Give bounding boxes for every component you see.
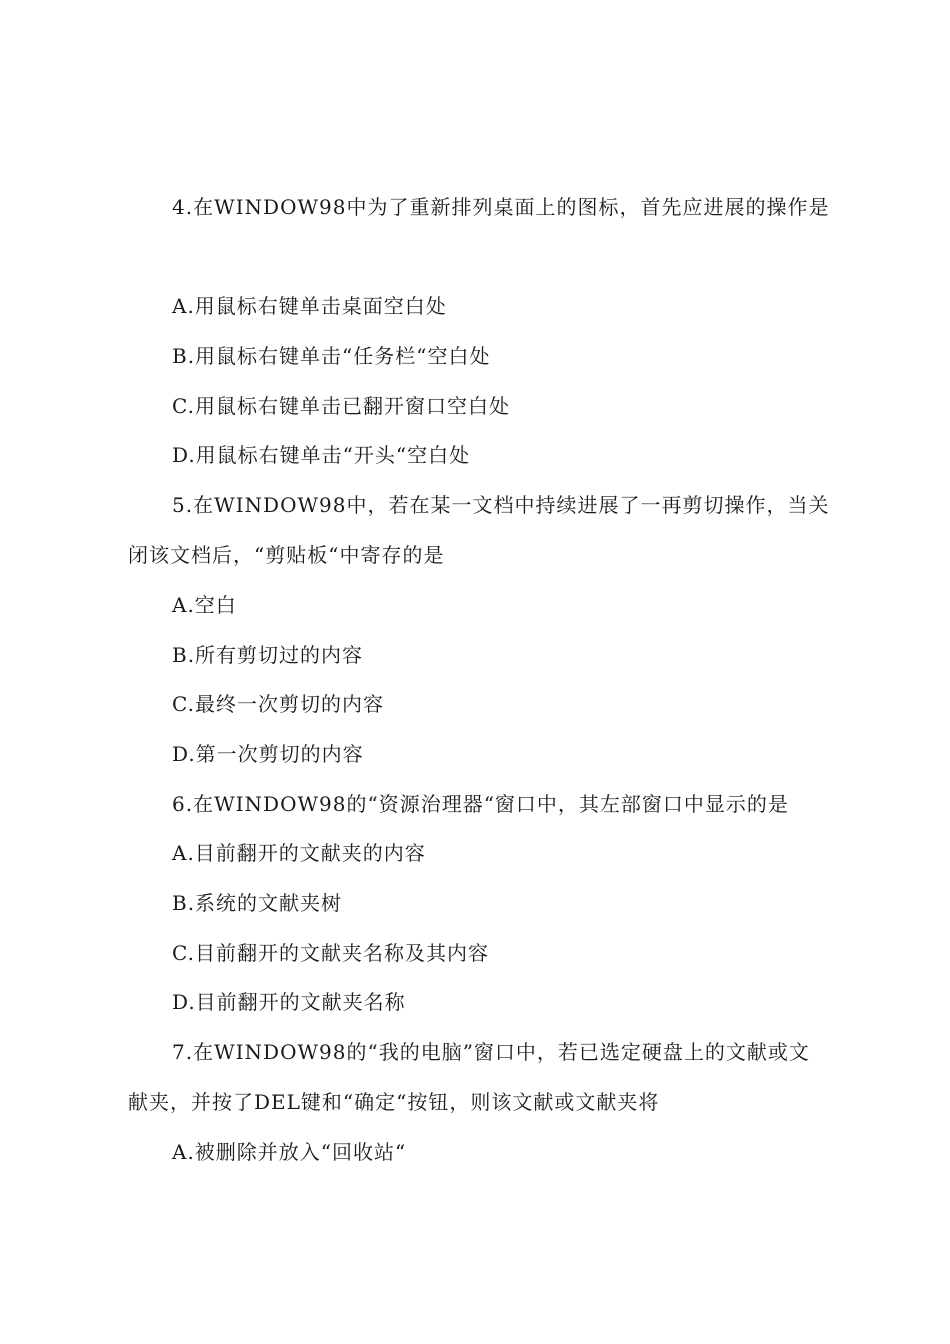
question-6-option-d: D.目前翻开的文献夹名称	[172, 990, 406, 1014]
question-6-option-a: A.目前翻开的文献夹的内容	[172, 841, 426, 865]
question-5-option-d: D.第一次剪切的内容	[172, 742, 364, 766]
question-5-option-c: C.最终一次剪切的内容	[172, 692, 384, 716]
question-5-stem-line-2: 闭该文档后，“剪贴板“中寄存的是	[128, 543, 445, 567]
question-4-option-b: B.用鼠标右键单击“任务栏“空白处	[172, 344, 491, 368]
question-5-stem-line-1: 5.在WINDOW98中，若在某一文档中持续进展了一再剪切操作，当关	[172, 493, 830, 517]
question-4-option-a: A.用鼠标右键单击桌面空白处	[172, 294, 447, 318]
question-5-option-b: B.所有剪切过的内容	[172, 643, 364, 667]
question-4-option-c: C.用鼠标右键单击已翻开窗口空白处	[172, 394, 510, 418]
question-7-stem-line-1: 7.在WINDOW98的“我的电脑”窗口中，若已选定硬盘上的文献或文	[172, 1040, 810, 1064]
question-4-option-d: D.用鼠标右键单击“开头“空白处	[172, 443, 471, 467]
question-7-option-a: A.被删除并放入“回收站“	[172, 1140, 407, 1164]
question-6-option-c: C.目前翻开的文献夹名称及其内容	[172, 941, 489, 965]
question-5-option-a: A.空白	[172, 593, 237, 617]
question-6-stem: 6.在WINDOW98的“资源治理器“窗口中，其左部窗口中显示的是	[172, 792, 789, 816]
question-7-stem-line-2: 献夹，并按了DEL键和“确定“按钮，则该文献或文献夹将	[128, 1090, 660, 1114]
question-4-stem: 4.在WINDOW98中为了重新排列桌面上的图标，首先应进展的操作是	[172, 195, 830, 219]
question-6-option-b: B.系统的文献夹树	[172, 891, 343, 915]
